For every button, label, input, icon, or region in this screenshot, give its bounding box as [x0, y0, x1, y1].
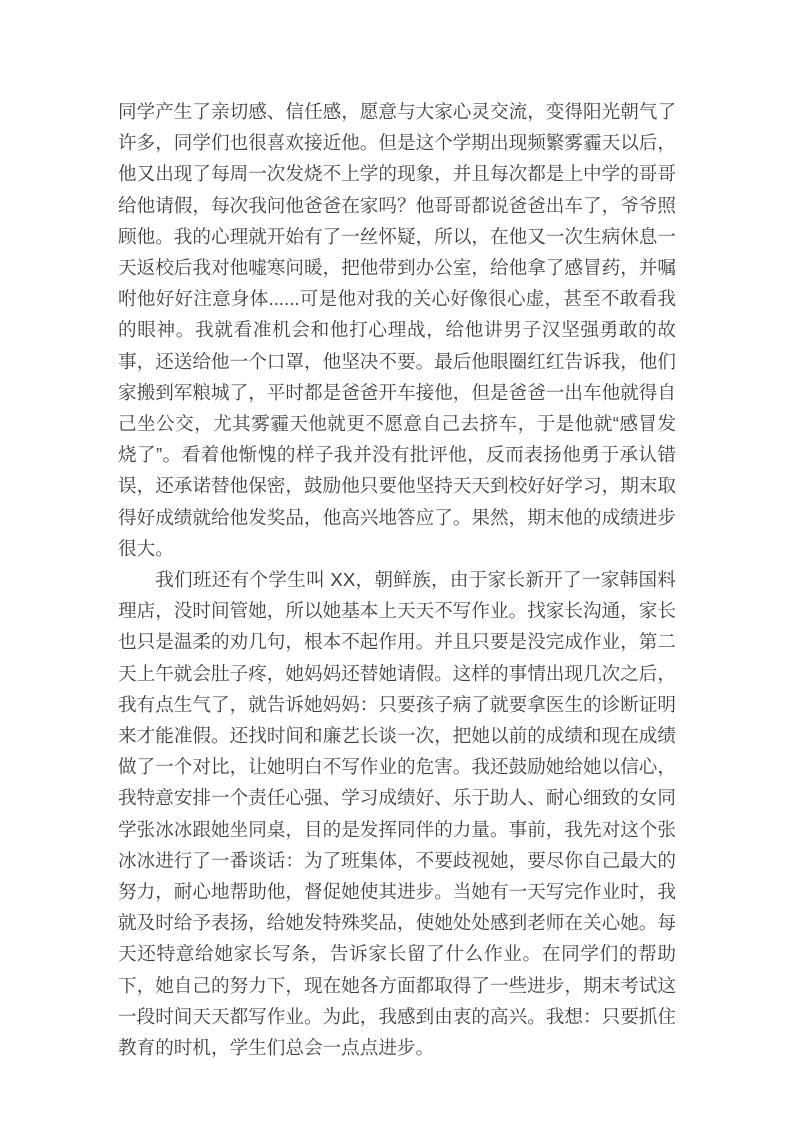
paragraph-continuation: 同学产生了亲切感、信任感，愿意与大家心灵交流，变得阳光朝气了许多，同学们也很喜欢接近他。但是这个学期出现频繁雾霾天以后，他又出现了每周一次发烧不上学的现象，并且每次都是上中学的哥哥给他请假，每次我问他爸爸在家吗？他哥哥都说爸爸出车了，爷爷照顾他。我的心理就开始有了一丝怀疑，所以，在他又一次生病休息一天返校后我对他嘘寒问暖，把他带到办公室，给他拿了感冒药，并嘱咐他好好注意身体......可是他对我的关心好像很心虚，甚至不敢看我的眼神。我就看准机会和他打心理战，给他讲男子汉坚强勇敢的故事，还送给他一个口罩，他坚决不要。最后他眼圈红红告诉我，他们家搬到军粮城了，平时都是爸爸开车接他，但是爸爸一出车他就得自己坐公交，尤其雾霾天他就更不愿意自己去挤车，于是他就“感冒发烧了”。看着他惭愧的样子我并没有批评他，反而表扬他勇于承认错误，还承诺替他保密，鼓励他只要他坚持天天到校好好学习，期末取得好成绩就给他发奖品，他高兴地答应了。果然，期末他的成绩进步很大。: [118, 101, 676, 559]
paragraph-second-student: 我们班还有个学生叫 XX，朝鲜族，由于家长新开了一家韩国料理店，没时间管她，所以她基本上天天不写作业。找家长沟通，家长也只是温柔的劝几句，根本不起作用。并且只要是没完成作业，第二天上午就会肚子疼，她妈妈还替她请假。这样的事情出现几次之后，我有点生气了，就告诉她妈妈：只要孩子病了就要拿医生的诊断证明来才能准假。还找时间和廉艺长谈一次，把她以前的成绩和现在成绩做了一个对比，让她明白不写作业的危害。我还鼓励她给她以信心，我特意安排一个责任心强、学习成绩好、乐于助人、耐心细致的女同学张冰冰跟她坐同桌，目的是发挥同伴的力量。事前，我先对这个张冰冰进行了一番谈话：为了班集体，不要歧视她，要尽你自己最大的努力，耐心地帮助他，督促她使其进步。当她有一天写完作业时，我就及时给予表扬，给她发特殊奖品，使她处处感到老师在关心她。每天还特意给她家长写条，告诉家长留了什么作业。在同学们的帮助下，她自己的努力下，现在她各方面都取得了一些进步，期末考试这一段时间天天都写作业。为此，我感到由衷的高兴。我想：只要抓住教育的时机，学生们总会一点点进步。: [118, 569, 676, 1059]
document-body: [118, 96, 676, 1063]
